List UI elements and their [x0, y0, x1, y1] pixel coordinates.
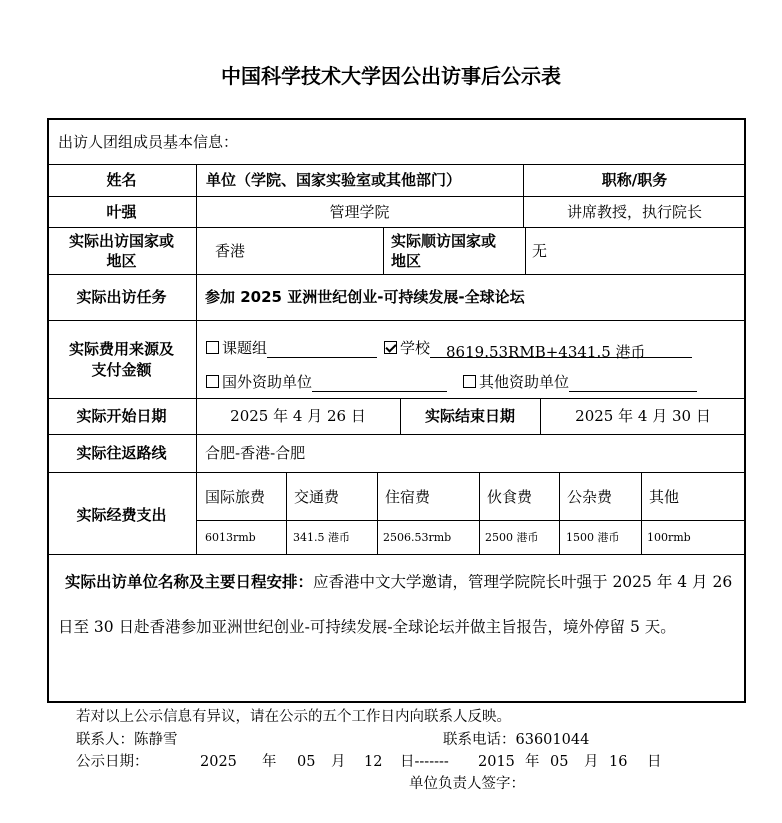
expenses-label: 实际经费支出: [76, 506, 167, 524]
row-divider: [47, 196, 746, 197]
expense-name: 交通费: [294, 488, 340, 506]
transit-label-line2: 地区: [391, 252, 422, 270]
funding-option-school[interactable]: 学校 8619.53RMB+4341.5 港币: [384, 338, 692, 358]
header-position: 职称/职务: [601, 171, 668, 189]
header-name: 姓名: [106, 171, 137, 189]
end-month: 05: [550, 754, 569, 770]
end-day: 16: [609, 754, 628, 770]
start-day: 12: [364, 754, 383, 770]
member-unit: 管理学院: [329, 203, 390, 221]
basic-info-label: 出访人团组成员基本信息：: [58, 133, 239, 151]
end-year: 2015: [478, 754, 515, 770]
foreign-amount-blank: [312, 375, 447, 392]
transit-value: 无: [532, 242, 548, 260]
member-position: 讲席教授，执行院长: [566, 203, 702, 221]
funding-label-line1: 实际费用来源及: [68, 340, 174, 358]
column-divider: [559, 472, 560, 554]
transit-label-line1: 实际顺访国家或: [391, 232, 497, 250]
task-value: 参加 2025 亚洲世纪创业-可持续发展-全球论坛: [205, 288, 525, 306]
objection-notice: 若对以上公示信息有异议，请在公示的五个工作日内向联系人反映。: [76, 709, 511, 725]
expense-value: 100rmb: [647, 531, 691, 544]
expense-value: 341.5 港币: [293, 531, 350, 544]
day-char: 日: [647, 754, 662, 770]
checkbox-unchecked-icon[interactable]: [463, 375, 476, 388]
project-amount-blank: [267, 341, 377, 358]
publicity-date-label: 公示日期：: [76, 754, 149, 770]
country-label-line2: 地区: [106, 252, 137, 270]
route-value: 合肥-香港-合肥: [205, 444, 306, 462]
column-divider: [383, 227, 384, 274]
checkbox-unchecked-icon[interactable]: [206, 375, 219, 388]
row-divider: [47, 320, 746, 321]
funding-option-project[interactable]: 课题组: [206, 338, 377, 358]
year-char: 年: [525, 754, 540, 770]
start-date-label: 实际开始日期: [76, 407, 167, 425]
schedule-text: 应香港中文大学邀请，管理学院院长叶强于 2025 年 4 月 26 日至 30 日赴香港参加亚洲世纪创业-可持续发展-全球论坛并做主旨报告，境外停留 5 天。: [58, 573, 733, 636]
month-char: 月: [584, 754, 599, 770]
month-char: 月: [331, 754, 346, 770]
signature-label: 单位负责人签字：: [409, 776, 525, 792]
expense-name: 公杂费: [567, 488, 613, 506]
column-divider: [377, 472, 378, 554]
row-divider: [47, 227, 746, 228]
funding-label-line2: 支付金额: [91, 361, 152, 379]
funding-option-other[interactable]: 其他资助单位: [463, 372, 697, 392]
column-divider: [641, 472, 642, 554]
contact-phone: 联系电话：63601044: [443, 732, 590, 748]
end-date-value: 2025 年 4 月 30 日: [575, 407, 711, 425]
checkbox-checked-icon[interactable]: [384, 341, 397, 354]
row-divider: [47, 554, 746, 555]
member-name: 叶强: [106, 203, 137, 221]
expense-name: 伙食费: [487, 488, 533, 506]
route-label: 实际往返路线: [76, 444, 167, 462]
expense-name: 住宿费: [385, 488, 431, 506]
row-divider: [47, 434, 746, 435]
expense-value: 2506.53rmb: [383, 531, 452, 544]
row-divider: [47, 398, 746, 399]
row-divider: [47, 164, 746, 165]
expense-value: 2500 港币: [485, 531, 539, 544]
expense-name: 国际旅费: [205, 488, 266, 506]
column-divider: [525, 227, 526, 274]
funding-option-foreign[interactable]: 国外资助单位: [206, 372, 447, 392]
year-char: 年: [262, 754, 277, 770]
country-label-line1: 实际出访国家或: [68, 232, 174, 250]
start-date-value: 2025 年 4 月 26 日: [230, 407, 366, 425]
row-divider: [47, 274, 746, 275]
schedule-label: 实际出访单位名称及主要日程安排：: [65, 573, 314, 591]
expense-value: 1500 港币: [566, 531, 620, 544]
row-divider: [196, 520, 746, 521]
header-unit: 单位（学院、国家实验室或其他部门）: [206, 171, 462, 189]
expense-name: 其他: [649, 488, 680, 506]
column-divider: [286, 472, 287, 554]
end-date-label: 实际结束日期: [424, 407, 515, 425]
school-amount: 8619.53RMB+4341.5 港币: [446, 343, 646, 361]
column-divider: [479, 472, 480, 554]
schedule-section: [58, 560, 742, 650]
page-title: 中国科学技术大学因公出访事后公示表: [221, 64, 561, 88]
task-label: 实际出访任务: [76, 288, 167, 306]
start-month: 05: [297, 754, 316, 770]
country-value: 香港: [215, 242, 246, 260]
other-amount-blank: [569, 375, 697, 392]
date-range-separator: 日-------: [400, 754, 449, 770]
start-year: 2025: [200, 754, 237, 770]
expense-value: 6013rmb: [205, 531, 256, 544]
column-divider: [196, 164, 197, 554]
contact-person: 联系人：陈静雪: [76, 732, 178, 748]
checkbox-unchecked-icon[interactable]: [206, 341, 219, 354]
